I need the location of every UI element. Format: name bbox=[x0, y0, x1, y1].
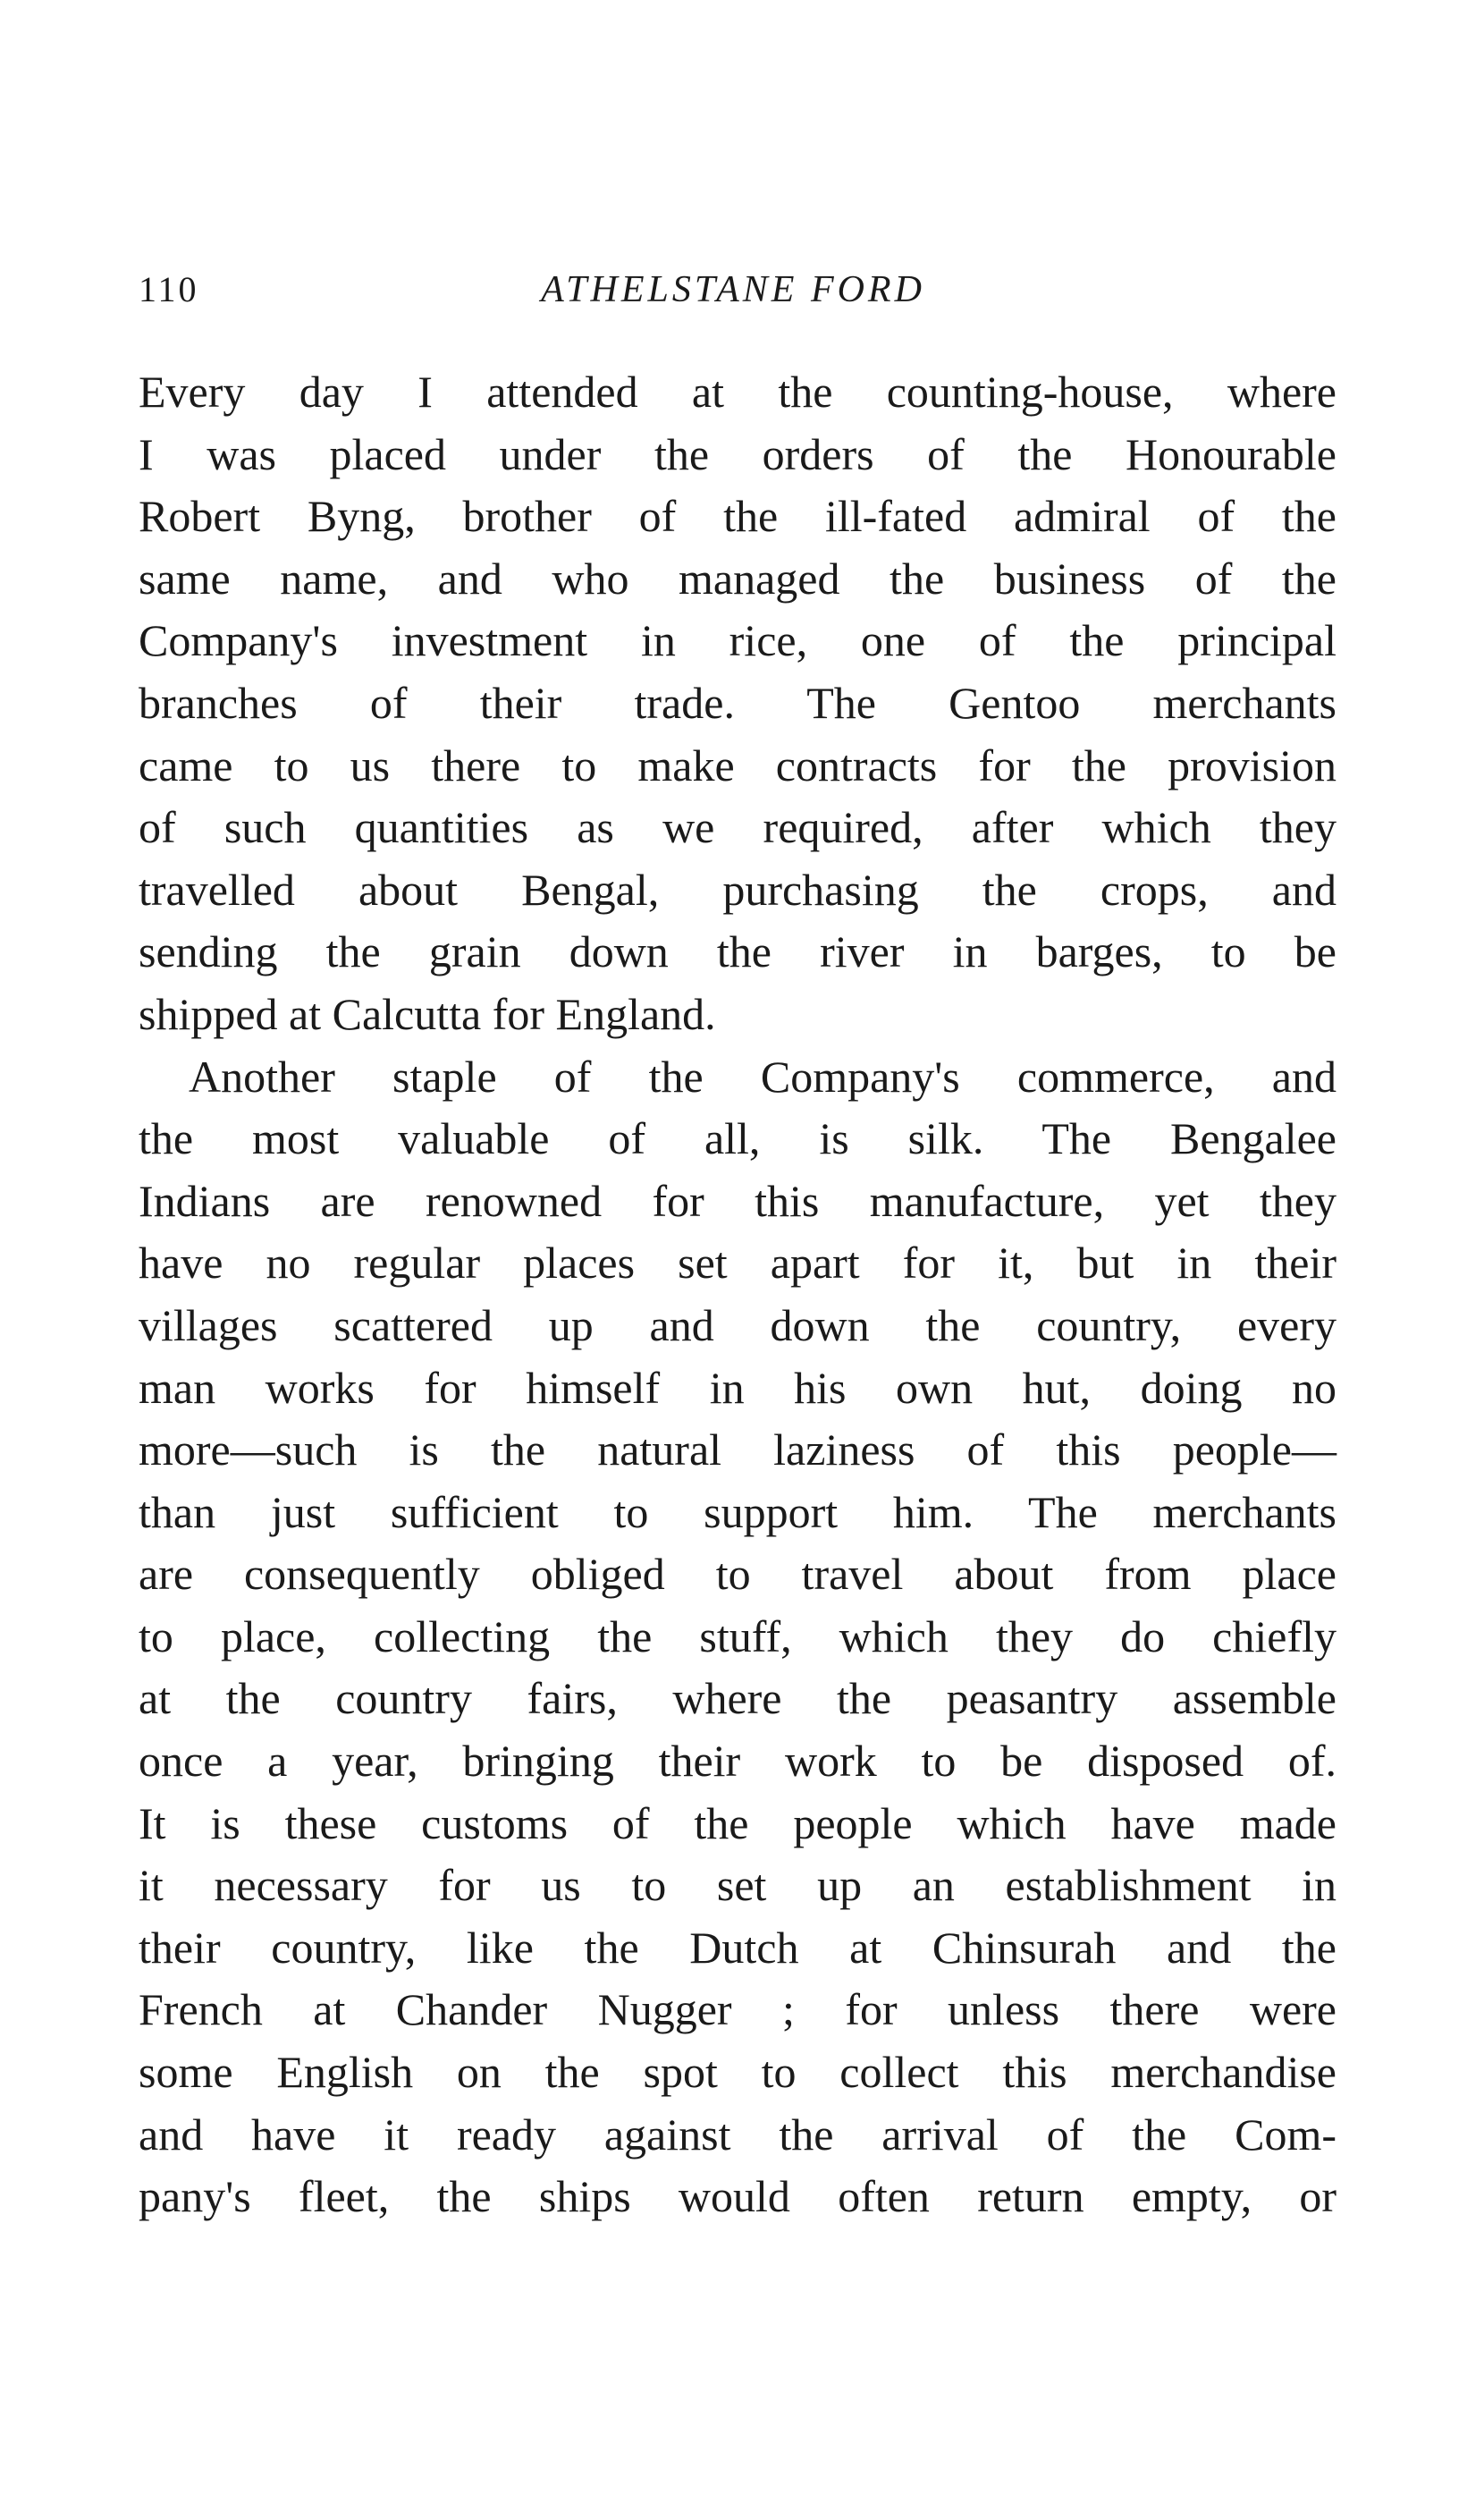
text-line: I was placed under the orders of the Honourable bbox=[139, 428, 1336, 479]
text-line: Another staple of the Company's commerce, and bbox=[189, 1051, 1336, 1102]
text-line: sending the grain down the river in barges, to be bbox=[139, 926, 1336, 977]
text-line: pany's fleet, the ships would often return empty, or bbox=[139, 2171, 1336, 2222]
text-line: some English on the spot to collect this merchandise bbox=[139, 2047, 1336, 2098]
body-text bbox=[139, 361, 1336, 2228]
text-line: villages scattered up and down the country, every bbox=[139, 1299, 1336, 1350]
text-line: their country, like the Dutch at Chinsurah and the bbox=[139, 1922, 1336, 1973]
text-line: Robert Byng, brother of the ill-fated admiral of the bbox=[139, 491, 1336, 542]
text-line: the most valuable of all, is silk. The Bengalee bbox=[139, 1113, 1336, 1164]
text-line: came to us there to make contracts for the provision bbox=[139, 740, 1336, 790]
text-line: once a year, bringing their work to be disposed of. bbox=[139, 1736, 1336, 1787]
running-head bbox=[139, 268, 1328, 322]
text-line: of such quantities as we required, after which they bbox=[139, 802, 1336, 853]
page-number: 110 bbox=[139, 269, 199, 309]
text-line: more—such is the natural laziness of this people— bbox=[139, 1424, 1336, 1475]
paragraph-1 bbox=[139, 361, 1336, 1046]
book-title: ATHELSTANE FORD bbox=[541, 269, 925, 310]
text-line: man works for himself in his own hut, doing no bbox=[139, 1362, 1336, 1413]
text-line: It is these customs of the people which have made bbox=[139, 1797, 1336, 1848]
text-line: it necessary for us to set up an establishment in bbox=[139, 1860, 1336, 1911]
text-line: French at Chander Nugger ; for unless there were bbox=[139, 1984, 1336, 2035]
text-line: same name, and who managed the business of the bbox=[139, 553, 1336, 604]
text-line: Company's investment in rice, one of the principal bbox=[139, 615, 1336, 666]
text-line: travelled about Bengal, purchasing the crops, and bbox=[139, 864, 1336, 915]
text-line: Every day I attended at the counting-house, where bbox=[139, 367, 1336, 417]
text-line: branches of their trade. The Gentoo merchants bbox=[139, 677, 1336, 728]
text-line: than just sufficient to support him. The merchants bbox=[139, 1486, 1336, 1537]
text-line: have no regular places set apart for it, but in their bbox=[139, 1238, 1336, 1289]
text-line: Indians are renowned for this manufacture, yet they bbox=[139, 1175, 1336, 1226]
text-line: are consequently obliged to travel about from place bbox=[139, 1549, 1336, 1600]
text-line: and have it ready against the arrival of the Com- bbox=[139, 2109, 1336, 2160]
text-line: shipped at Calcutta for England. bbox=[139, 988, 716, 1039]
text-line: to place, collecting the stuff, which they do chiefly bbox=[139, 1610, 1336, 1661]
text-line: at the country fairs, where the peasantry assemble bbox=[139, 1673, 1336, 1724]
paragraph-2 bbox=[139, 1046, 1336, 2228]
